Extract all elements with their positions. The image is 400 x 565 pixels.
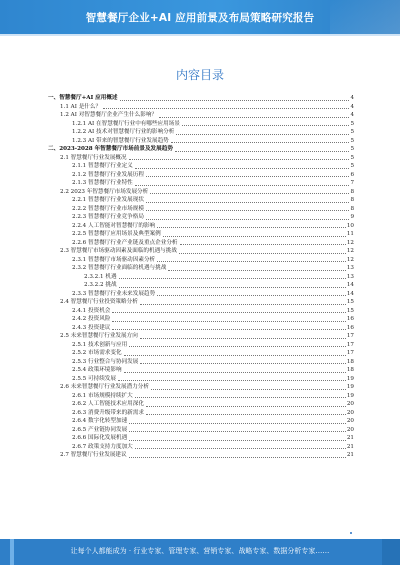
page-marker: [350, 532, 352, 534]
toc-title: 内容目录: [175, 68, 224, 82]
toc-leader-dots: [146, 209, 349, 211]
toc-leader-dots: [140, 337, 346, 339]
toc-entry-label: 2.6 未来智慧餐厅行业发展潜力分析: [60, 384, 149, 390]
toc-entry-label: 2.4.1 投资机会: [72, 307, 111, 314]
toc-entry-label: 一、智慧餐厅+AI 应用概述: [48, 95, 118, 101]
toc-entry[interactable]: [48, 179, 354, 188]
toc-entry[interactable]: [48, 392, 354, 401]
toc-leader-dots: [171, 141, 350, 143]
toc-leader-dots: [119, 277, 346, 279]
toc-entry-page: 12: [346, 256, 354, 263]
toc-entry-page: 14: [346, 282, 354, 288]
toc-entry-page: 9: [350, 214, 354, 220]
footer-slogan: 让每个人都能成为 · 行业专家、管理专家、营销专家、战略专家、数据分析专家……: [70, 547, 330, 555]
toc-entry[interactable]: [48, 383, 354, 392]
toc-entry-page: 11: [346, 231, 354, 237]
toc-leader-dots: [120, 99, 350, 101]
toc-leader-dots: [129, 456, 346, 458]
toc-entry[interactable]: [48, 298, 354, 307]
toc-entry[interactable]: [48, 111, 354, 120]
toc-leader-dots: [180, 243, 346, 245]
toc-entry[interactable]: [48, 205, 354, 214]
toc-entry-label: 1.2 AI 对智慧餐厅企业产生什么影响？: [60, 112, 158, 118]
toc-entry[interactable]: [48, 230, 354, 239]
toc-entry-page: 16: [346, 324, 354, 331]
toc-entry-page: 20: [346, 426, 354, 433]
toc-entry-page: 20: [346, 401, 354, 407]
toc-entry-label: 2.2.5 智慧餐厅应用场景及典型案例: [72, 231, 161, 237]
toc-entry-page: 7: [350, 180, 354, 186]
toc-leader-dots: [129, 345, 346, 347]
toc-leader-dots: [163, 235, 346, 237]
toc-leader-dots: [176, 133, 349, 135]
toc-leader-dots: [146, 413, 346, 415]
toc-leader-dots: [146, 201, 349, 203]
toc-entry-label: 1.1 AI 是什么？: [60, 103, 102, 110]
toc-leader-dots: [140, 362, 346, 364]
toc-leader-dots: [124, 354, 346, 356]
toc-entry-label: 2.2.3 智慧餐厅行业竞争格局: [72, 214, 144, 220]
toc-entry-label: 2.5.4 政策环境影响: [72, 367, 122, 373]
toc-entry[interactable]: [48, 366, 354, 375]
toc-entry[interactable]: [48, 247, 354, 256]
toc-entry[interactable]: [48, 154, 354, 163]
toc-leader-dots: [103, 107, 349, 109]
toc-entry-page: 8: [350, 197, 354, 203]
toc-entry-page: 19: [346, 392, 354, 399]
toc-entry-page: 18: [346, 367, 354, 373]
toc-entry-label: 1.2.3 AI 带来的智慧餐厅行业发展趋势: [72, 137, 169, 144]
toc-leader-dots: [135, 184, 350, 186]
toc-entry-label: 2.4 智慧餐厅行业投资策略分析: [60, 299, 138, 305]
toc-entry[interactable]: [48, 281, 354, 290]
toc-entry-page: 5: [350, 137, 354, 144]
toc-leader-dots: [157, 260, 346, 262]
toc-entry-label: 2.4.2 投资风险: [72, 316, 111, 322]
toc-entry[interactable]: [48, 417, 354, 426]
toc-leader-dots: [118, 379, 346, 381]
toc-entry-label: 2.4.3 投资建议: [72, 324, 111, 331]
toc-entry[interactable]: [48, 188, 354, 197]
toc-entry-label: 2.2.4 人工智能对智慧餐厅的影响: [72, 222, 156, 229]
toc-entry-page: 6: [350, 171, 354, 178]
toc-entry[interactable]: [48, 426, 354, 435]
toc-entry[interactable]: [48, 162, 354, 171]
toc-entry-page: 13: [346, 273, 354, 280]
toc-entry-label: 2.5 未来智慧餐厅行业发展方向: [60, 333, 138, 339]
toc-entry-label: 2.3.2 智慧餐厅行业面临的机遇与挑战: [72, 265, 167, 271]
toc-entry[interactable]: [48, 103, 354, 112]
toc-entry-label: 2.1 智慧餐厅行业发展概况: [60, 154, 127, 161]
toc-entry[interactable]: [48, 239, 354, 248]
toc-entry-page: 12: [346, 248, 354, 254]
toc-entry-page: 4: [350, 112, 354, 118]
toc-entry-page: 16: [346, 316, 354, 322]
toc-leader-dots: [135, 167, 350, 169]
toc-entry[interactable]: [48, 290, 354, 299]
toc-entry-page: 19: [346, 375, 354, 382]
toc-entry-label: 2.6.5 产业链协同发展: [72, 426, 128, 433]
toc-entry-label: 2.7 智慧餐厅行业发展建议: [60, 452, 127, 458]
toc-entry-label: 2.3.3 智慧餐厅行业未来发展趋势: [72, 290, 156, 297]
toc-entry-label: 2.5.3 行业整合与协同发展: [72, 358, 139, 365]
toc-leader-dots: [146, 405, 346, 407]
toc-entry-page: 4: [350, 95, 354, 101]
toc-leader-dots: [129, 158, 350, 160]
toc-entry-page: 13: [346, 265, 354, 271]
toc-entry[interactable]: [48, 409, 354, 418]
toc-leader-dots: [175, 150, 350, 152]
toc-entry[interactable]: [48, 264, 354, 273]
toc-leader-dots: [119, 286, 346, 288]
toc-leader-dots: [146, 218, 349, 220]
toc-entry-page: 4: [350, 103, 354, 110]
table-of-contents: [48, 94, 354, 460]
toc-entry[interactable]: [48, 443, 354, 452]
toc-leader-dots: [124, 371, 346, 373]
toc-entry-label: 2.6.2 人工智能技术应用深化: [72, 401, 144, 407]
toc-entry-page: 5: [350, 146, 354, 152]
toc-entry-page: 12: [346, 239, 354, 246]
toc-entry-label: 2.2 2023 年智慧餐厅市场发展分析: [60, 188, 149, 195]
toc-entry-page: 17: [346, 333, 354, 339]
toc-entry-label: 2.3.2.1 机遇: [84, 273, 117, 280]
toc-entry[interactable]: [48, 307, 354, 316]
toc-entry[interactable]: [48, 256, 354, 265]
toc-entry-page: 5: [350, 154, 354, 161]
toc-entry[interactable]: [48, 434, 354, 443]
toc-entry[interactable]: [48, 332, 354, 341]
toc-leader-dots: [140, 303, 346, 305]
toc-entry[interactable]: [48, 349, 354, 358]
toc-entry-label: 二、2023-2028 年智慧餐厅市场前景及发展趋势: [48, 146, 173, 152]
toc-entry-page: 21: [346, 435, 354, 441]
toc-entry-label: 2.3.1 智慧餐厅市场驱动因素分析: [72, 256, 156, 263]
toc-entry-page: 5: [350, 163, 354, 169]
toc-entry-label: 2.3.2.2 挑战: [84, 282, 117, 288]
report-title: 智慧餐厅企业+AI 应用前景及布局策略研究报告: [85, 12, 315, 24]
toc-entry-page: 5: [350, 120, 354, 127]
toc-entry-label: 2.1.2 智慧餐厅行业发展历程: [72, 171, 144, 178]
toc-entry-page: 20: [346, 418, 354, 424]
footer-right-block: [382, 539, 400, 565]
toc-entry[interactable]: [48, 400, 354, 409]
toc-entry-label: 2.5.2 市场需求变化: [72, 350, 122, 356]
toc-leader-dots: [112, 328, 345, 330]
toc-entry[interactable]: [48, 128, 354, 137]
toc-entry-label: 2.6.7 政策支持力度加大: [72, 443, 133, 450]
toc-entry-label: 2.1.3 智慧餐厅行业特性: [72, 180, 133, 186]
toc-entry-label: 2.5.5 可持续发展: [72, 375, 116, 382]
toc-entry[interactable]: [48, 120, 354, 129]
toc-entry-page: 18: [346, 358, 354, 365]
toc-entry[interactable]: [48, 451, 354, 460]
toc-entry-page: 17: [346, 341, 354, 348]
toc-entry-page: 21: [346, 452, 354, 458]
toc-entry[interactable]: [48, 94, 354, 103]
toc-leader-dots: [135, 396, 346, 398]
toc-entry[interactable]: [48, 375, 354, 384]
toc-entry-label: 2.1.1 智慧餐厅行业定义: [72, 163, 133, 169]
toc-entry-label: 2.6.3 消费升级带来的新需求: [72, 409, 144, 416]
toc-entry[interactable]: [48, 315, 354, 324]
toc-entry-page: 8: [350, 205, 354, 212]
toc-entry-label: 2.2.1 智慧餐厅行业发展现状: [72, 197, 144, 203]
toc-entry-label: 1.2.2 AI 技术对智慧餐厅行业的影响分析: [72, 129, 175, 135]
toc-leader-dots: [135, 447, 346, 449]
toc-entry[interactable]: [48, 341, 354, 350]
toc-leader-dots: [151, 388, 346, 390]
toc-entry-page: 15: [346, 299, 354, 305]
toc-entry[interactable]: [48, 213, 354, 222]
toc-leader-dots: [112, 311, 345, 313]
toc-entry-page: 8: [350, 188, 354, 195]
toc-leader-dots: [182, 124, 349, 126]
toc-entry[interactable]: [48, 145, 354, 154]
toc-entry-page: 5: [350, 129, 354, 135]
toc-entry[interactable]: [48, 273, 354, 282]
toc-entry-label: 2.6.1 市场规模持续扩大: [72, 392, 133, 399]
toc-entry[interactable]: [48, 171, 354, 180]
toc-entry[interactable]: [48, 324, 354, 333]
toc-leader-dots: [129, 430, 346, 432]
toc-entry-page: 14: [346, 290, 354, 297]
toc-entry[interactable]: [48, 137, 354, 146]
toc-entry-label: 2.2.6 智慧餐厅行业产业链及重点企业分析: [72, 239, 178, 246]
toc-entry-page: 10: [346, 222, 354, 229]
toc-entry-page: 20: [346, 409, 354, 416]
toc-entry[interactable]: [48, 196, 354, 205]
toc-entry[interactable]: [48, 358, 354, 367]
toc-entry-label: 2.2.2 智慧餐厅行业市场规模: [72, 205, 144, 212]
toc-entry-label: 2.5.1 技术创新与应用: [72, 341, 128, 348]
toc-leader-dots: [146, 175, 349, 177]
toc-leader-dots: [159, 116, 349, 118]
toc-entry-label: 2.3 智慧餐厅市场驱动因素及面临的机遇与挑战: [60, 248, 177, 254]
report-header: [0, 0, 400, 36]
toc-leader-dots: [112, 320, 345, 322]
toc-entry-label: 2.6.4 数字化转型加速: [72, 418, 128, 424]
toc-entry[interactable]: [48, 222, 354, 231]
toc-entry-page: 17: [346, 350, 354, 356]
toc-leader-dots: [129, 439, 346, 441]
toc-leader-dots: [150, 192, 349, 194]
toc-entry-label: 1.2.1 AI 在智慧餐厅行业中有哪些应用场景: [72, 120, 180, 127]
toc-leader-dots: [157, 226, 346, 228]
toc-leader-dots: [157, 294, 346, 296]
toc-entry-page: 21: [346, 443, 354, 450]
toc-leader-dots: [179, 252, 346, 254]
toc-entry-page: 15: [346, 307, 354, 314]
toc-entry-label: 2.6.6 国际化发展机遇: [72, 435, 128, 441]
footer-banner: [0, 539, 400, 565]
toc-leader-dots: [129, 422, 346, 424]
toc-entry-page: 19: [346, 384, 354, 390]
toc-leader-dots: [168, 269, 346, 271]
